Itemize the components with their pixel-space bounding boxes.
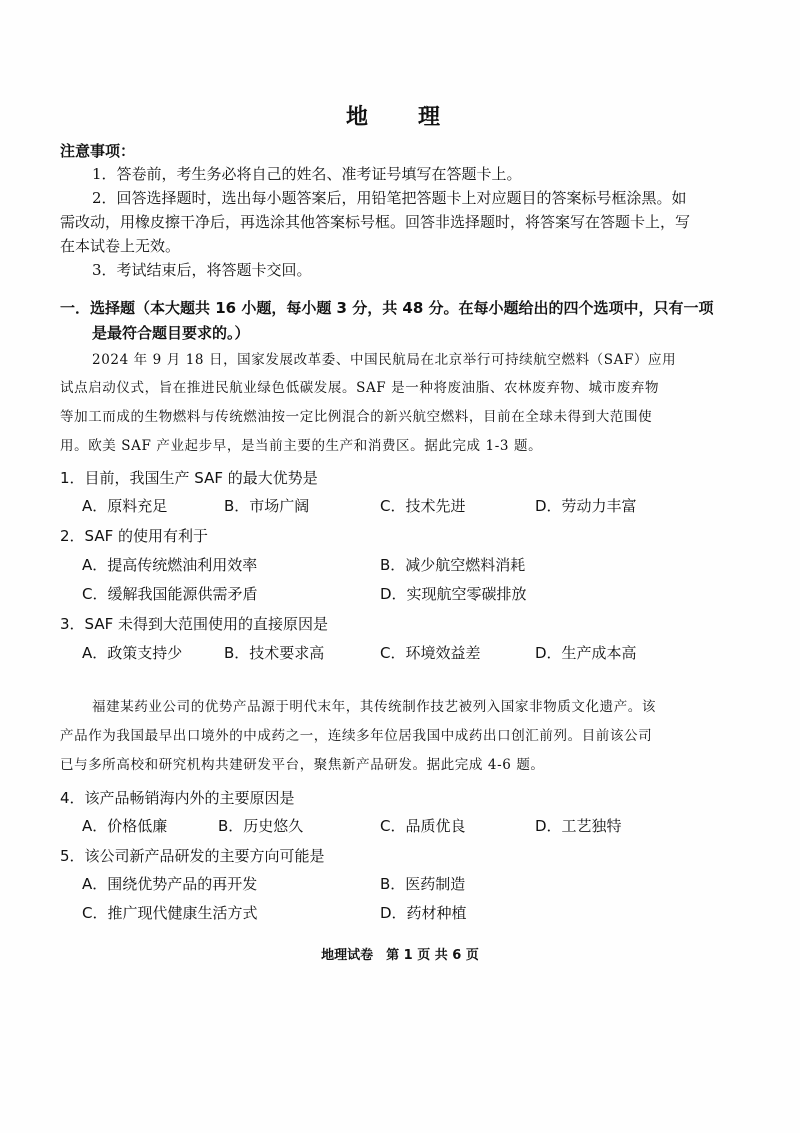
question-stem: 5．该公司新产品研发的主要方向可能是 [60, 847, 325, 865]
option: C．推广现代健康生活方式 [82, 904, 258, 922]
passage-line: 福建某药业公司的优势产品源于明代末年，其传统制作技艺被列入国家非物质文化遗产。该 [92, 699, 656, 715]
option: D．实现航空零碳排放 [380, 585, 527, 603]
question-stem: 3．SAF 未得到大范围使用的直接原因是 [60, 615, 329, 633]
page-footer: 地理试卷 第 1 页 共 6 页 [321, 948, 479, 963]
option: B．技术要求高 [224, 644, 325, 662]
option: C．环境效益差 [380, 644, 481, 662]
notice-item: 3．考试结束后，将答题卡交回。 [92, 261, 312, 279]
option: B．历史悠久 [218, 817, 304, 835]
option: D．药材种植 [380, 904, 467, 922]
passage-line: 产品作为我国最早出口境外的中成药之一，连续多年位居我国中成药出口创汇前列。目前该公司 [60, 728, 653, 744]
notice-item: 2．回答选择题时，选出每小题答案后，用铅笔把答题卡上对应题目的答案标号框涂黑。如 [92, 189, 687, 207]
option: C．技术先进 [380, 497, 466, 515]
notice-item: 1．答卷前，考生务必将自己的姓名、准考证号填写在答题卡上。 [92, 165, 522, 183]
option: A．价格低廉 [82, 817, 168, 835]
notice-heading: 注意事项： [60, 142, 136, 160]
option: B．市场广阔 [224, 497, 310, 515]
option: D．工艺独特 [535, 817, 622, 835]
section-heading: 是最符合题目要求的。） [92, 324, 250, 342]
option: B．医药制造 [380, 875, 466, 893]
page-title: 地 理 [345, 105, 454, 130]
question-stem: 4．该产品畅销海内外的主要原因是 [60, 789, 295, 807]
option: B．减少航空燃料消耗 [380, 556, 526, 574]
passage-line: 试点启动仪式，旨在推进民航业绿色低碳发展。SAF 是一种将废油脂、农林废弃物、城市废弃物 [60, 380, 660, 396]
notice-item: 需改动，用橡皮擦干净后，再选涂其他答案标号框。回答非选择题时，将答案写在答题卡上，写 [60, 213, 691, 231]
section-heading: 一．选择题（本大题共 16 小题，每小题 3 分，共 48 分。在每小题给出的四个选项中，只有一项 [60, 299, 714, 317]
option: C．品质优良 [380, 817, 466, 835]
notice-item: 在本试卷上无效。 [60, 237, 181, 255]
option: D．劳动力丰富 [535, 497, 637, 515]
passage-line: 已与多所高校和研究机构共建研发平台，聚焦新产品研发。据此完成 4-6 题。 [60, 757, 545, 773]
option: A．政策支持少 [82, 644, 183, 662]
option: D．生产成本高 [535, 644, 637, 662]
question-stem: 1．目前，我国生产 SAF 的最大优势是 [60, 469, 318, 487]
option: A．提高传统燃油利用效率 [82, 556, 258, 574]
passage-line: 用。欧美 SAF 产业起步早，是当前主要的生产和消费区。据此完成 1-3 题。 [60, 438, 543, 454]
passage-line: 等加工而成的生物燃料与传统燃油按一定比例混合的新兴航空燃料，目前在全球未得到大范围使 [60, 409, 653, 425]
question-stem: 2．SAF 的使用有利于 [60, 527, 209, 545]
passage-line: 2024 年 9 月 18 日，国家发展改革委、中国民航局在北京举行可持续航空燃料（SAF）应用 [92, 352, 677, 368]
option: A．原料充足 [82, 497, 168, 515]
option: C．缓解我国能源供需矛盾 [82, 585, 258, 603]
option: A．围绕优势产品的再开发 [82, 875, 258, 893]
